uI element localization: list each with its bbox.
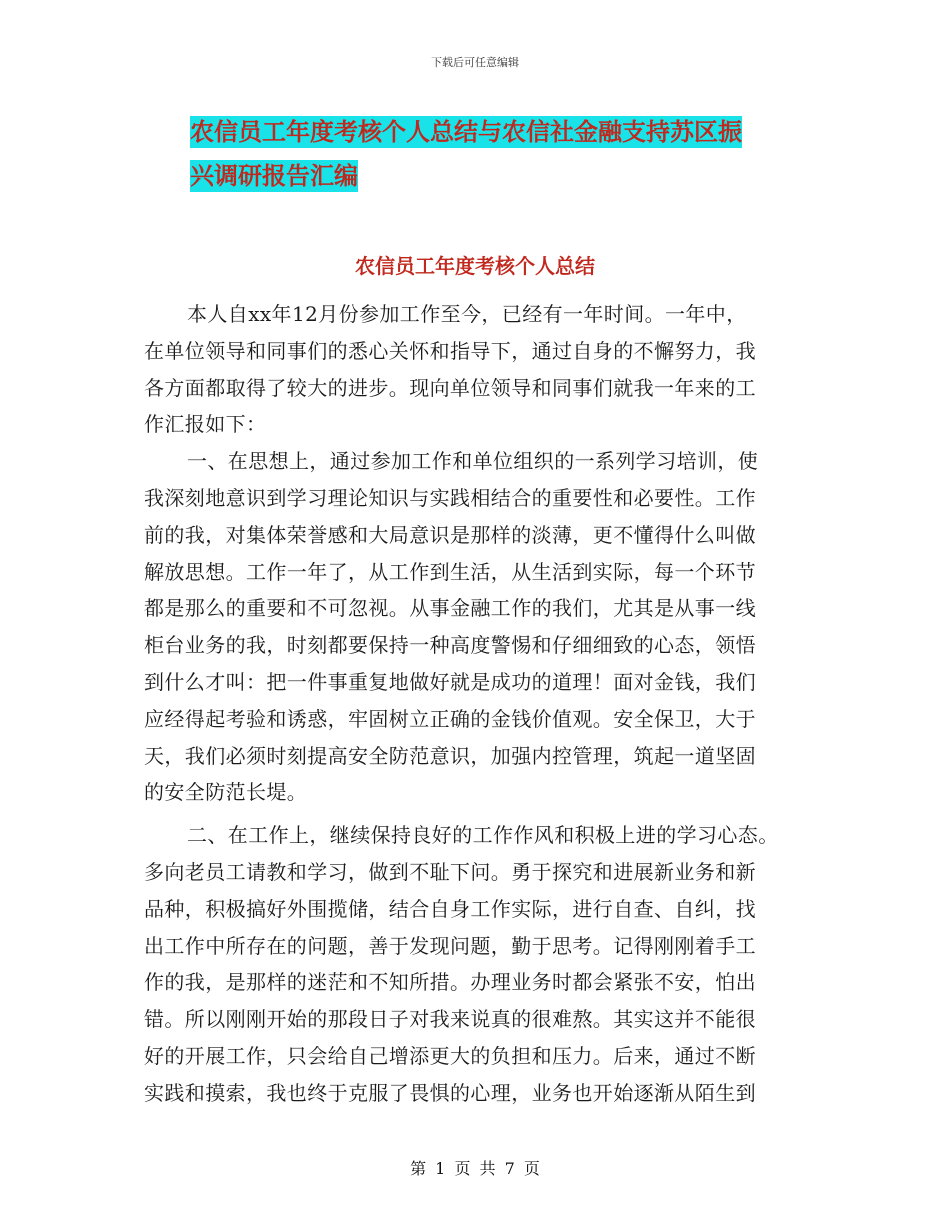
paragraph-line: 本人自xx年12月份参加工作至今，已经有一年时间。一年中，	[187, 302, 747, 326]
paragraph-line: 作的我，是那样的迷茫和不知所措。办理业务时都会紧张不安，怕出	[144, 970, 756, 995]
paragraph-line: 多向老员工请教和学习，做到不耻下问。勇于探究和进展新业务和新	[144, 859, 756, 884]
paragraph-line: 应经得起考验和诱惑，牢固树立正确的金钱价值观。安全保卫，大于	[144, 706, 756, 731]
paragraph-line: 解放思想。工作一年了，从工作到生活，从生活到实际，每一个环节	[144, 559, 756, 584]
paragraph-line: 都是那么的重要和不可忽视。从事金融工作的我们，尤其是从事一线	[144, 596, 756, 621]
paragraph-line: 到什么才叫：把一件事重复地做好就是成功的道理！面对金钱，我们	[144, 669, 756, 694]
paragraph-line: 天，我们必须时刻提高安全防范意识，加强内控管理，筑起一道坚固	[144, 743, 756, 768]
paragraph-line: 前的我，对集体荣誉感和大局意识是那样的淡薄，更不懂得什么叫做	[144, 522, 756, 547]
paragraph-line: 二、在工作上，继续保持良好的工作作风和积极上进的学习心态。	[187, 823, 779, 848]
paragraph-line: 作汇报如下：	[144, 412, 267, 437]
paragraph-line: 好的开展工作，只会给自己增添更大的负担和压力。后来，通过不断	[144, 1043, 756, 1068]
document-title	[190, 110, 810, 198]
paragraph-line: 在单位领导和同事们的悉心关怀和指导下，通过自身的不懈努力，我	[144, 338, 756, 363]
title-line-2: 兴调研报告汇编	[190, 162, 358, 190]
paragraph-line: 我深刻地意识到学习理论知识与实践相结合的重要性和必要性。工作	[144, 485, 756, 510]
paragraph-line: 实践和摸索，我也终于克服了畏惧的心理，业务也开始逐渐从陌生到	[144, 1080, 756, 1105]
paragraph-line: 一、在思想上，通过参加工作和单位组织的一系列学习培训，使	[187, 449, 759, 474]
body-text	[144, 296, 804, 1112]
section-title: 农信员工年度考核个人总结	[355, 254, 595, 278]
header-note: 下载后可任意编辑	[431, 56, 519, 69]
paragraph-line: 的安全防范长堤。	[144, 780, 308, 805]
paragraph-line: 柜台业务的我，时刻都要保持一种高度警惕和仔细细致的心态，领悟	[144, 633, 756, 658]
paragraph-line: 品种，积极搞好外围揽储，结合自身工作实际，进行自查、自纠，找	[144, 896, 756, 921]
paragraph-line: 各方面都取得了较大的进步。现向单位领导和同事们就我一年来的工	[144, 375, 756, 400]
paragraph-line: 出工作中所存在的问题，善于发现问题，勤于思考。记得刚刚着手工	[144, 933, 756, 958]
paragraph-line: 错。所以刚刚开始的那段日子对我来说真的很难熬。其实这并不能很	[144, 1007, 756, 1032]
page-number-footer: 第 1 页 共 7 页	[410, 1159, 540, 1178]
title-line-1: 农信员工年度考核个人总结与农信社金融支持苏区振	[190, 118, 742, 146]
